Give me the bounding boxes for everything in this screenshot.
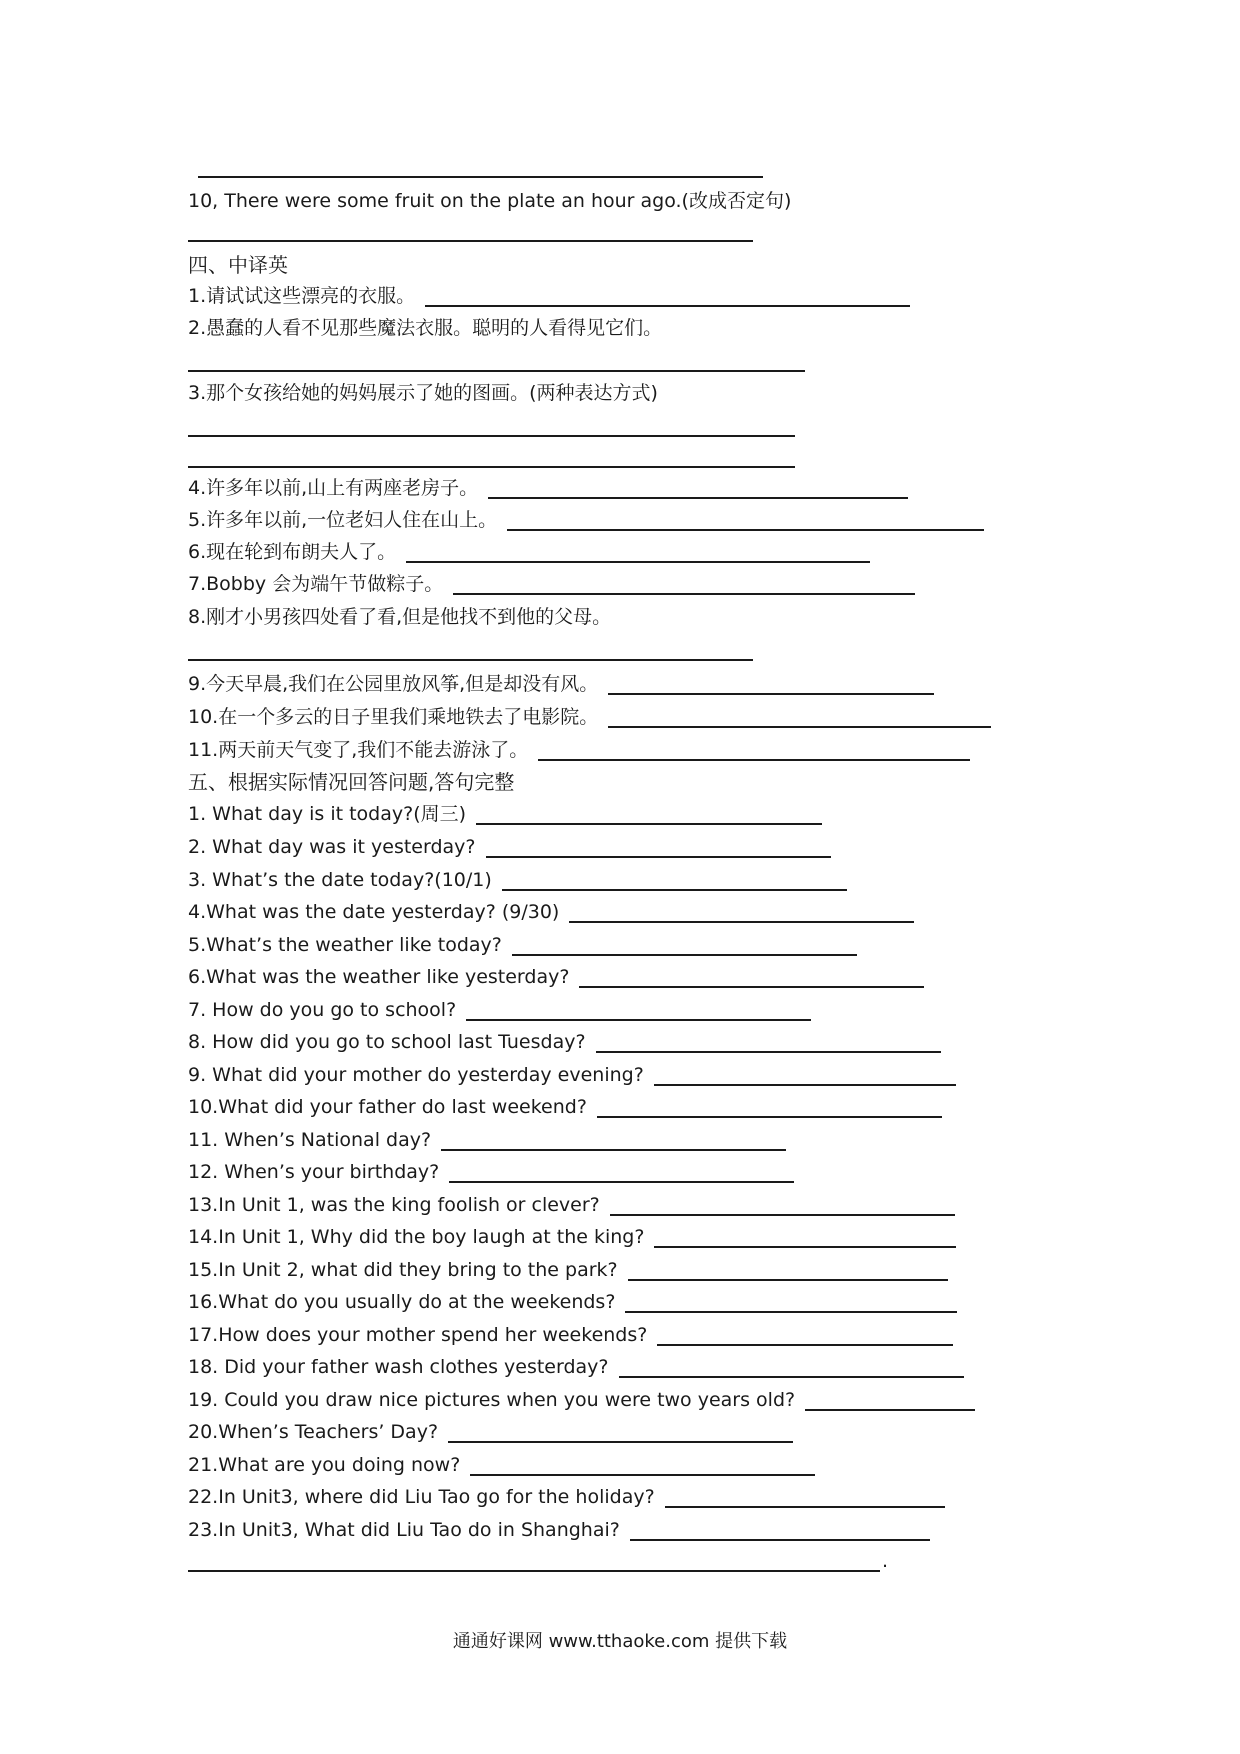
answer-line (188, 466, 795, 468)
answer-blank[interactable] (448, 1441, 793, 1443)
answer-blank[interactable] (466, 1019, 811, 1021)
answer-item-21: 21.What are you doing now? (188, 1450, 815, 1480)
translation-item-10: 10.在一个多云的日子里我们乘地铁去了电影院。 (188, 702, 991, 732)
answer-blank[interactable] (502, 889, 847, 891)
answer-blank[interactable] (665, 1506, 945, 1508)
answer-line (198, 176, 763, 178)
answer-item-19: 19. Could you draw nice pictures when you were two years old? (188, 1385, 975, 1415)
answer-blank[interactable] (596, 1051, 941, 1053)
answer-blank[interactable] (476, 823, 822, 825)
answer-blank[interactable] (805, 1409, 975, 1411)
section-4-title: 四、中译英 (188, 253, 288, 277)
translation-item-11: 11.两天前天气变了,我们不能去游泳了。 (188, 735, 970, 765)
answer-blank[interactable] (628, 1279, 948, 1281)
answer-item-10: 10.What did your father do last weekend? (188, 1092, 942, 1122)
answer-item-17: 17.How does your mother spend her weekends? (188, 1320, 953, 1350)
answer-blank[interactable] (654, 1246, 956, 1248)
answer-item-9: 9. What did your mother do yesterday evening? (188, 1060, 956, 1090)
answer-line (188, 435, 795, 437)
answer-blank[interactable] (486, 856, 831, 858)
answer-item-23: 23.In Unit3, What did Liu Tao do in Shanghai? (188, 1515, 930, 1545)
answer-blank[interactable] (406, 561, 870, 563)
answer-item-16: 16.What do you usually do at the weekends? (188, 1287, 957, 1317)
answer-item-5: 5.What’s the weather like today? (188, 930, 857, 960)
answer-blank[interactable] (619, 1376, 964, 1378)
answer-blank[interactable] (488, 497, 908, 499)
answer-blank[interactable] (630, 1539, 930, 1541)
translation-item-1: 1.请试试这些漂亮的衣服。 (188, 281, 910, 311)
answer-item-11: 11. When’s National day? (188, 1125, 786, 1155)
answer-blank[interactable] (538, 759, 970, 761)
answer-item-2: 2. What day was it yesterday? (188, 832, 831, 862)
answer-blank[interactable] (657, 1344, 953, 1346)
answer-line (188, 240, 753, 242)
answer-item-8: 8. How did you go to school last Tuesday? (188, 1027, 941, 1057)
answer-item-18: 18. Did your father wash clothes yesterday? (188, 1352, 964, 1382)
answer-blank[interactable] (569, 921, 914, 923)
answer-blank[interactable] (453, 593, 915, 595)
translation-item-6: 6.现在轮到布朗夫人了。 (188, 537, 870, 567)
answer-blank[interactable] (610, 1214, 955, 1216)
answer-line (188, 659, 753, 661)
answer-line (188, 370, 805, 372)
answer-item-14: 14.In Unit 1, Why did the boy laugh at the king? (188, 1222, 956, 1252)
translation-item-2: 2.愚蠢的人看不见那些魔法衣服。聪明的人看得见它们。 (188, 317, 663, 339)
translation-item-9: 9.今天早晨,我们在公园里放风筝,但是却没有风。 (188, 669, 934, 699)
answer-blank[interactable] (507, 529, 984, 531)
answer-blank[interactable] (608, 726, 991, 728)
footer-credit: 通通好课网 www.tthaoke.com 提供下载 (452, 1631, 788, 1652)
final-answer-line (188, 1546, 888, 1576)
question-text: 10, There were some fruit on the plate an hour ago.(改成否定句) (188, 190, 792, 212)
answer-blank[interactable] (608, 693, 934, 695)
answer-item-6: 6.What was the weather like yesterday? (188, 962, 924, 992)
answer-blank[interactable] (625, 1311, 957, 1313)
line-end-period: . (882, 1550, 889, 1572)
answer-item-13: 13.In Unit 1, was the king foolish or clever? (188, 1190, 955, 1220)
answer-blank[interactable] (425, 305, 910, 307)
answer-blank[interactable] (654, 1084, 956, 1086)
section-5-title: 五、根据实际情况回答问题,答句完整 (188, 770, 515, 794)
translation-item-7: 7.Bobby 会为端午节做粽子。 (188, 569, 915, 599)
answer-item-1: 1. What day is it today?(周三) (188, 799, 822, 829)
question-10-negative (188, 186, 791, 216)
answer-blank[interactable] (597, 1116, 942, 1118)
answer-blank[interactable] (449, 1181, 794, 1183)
translation-item-8: 8.刚才小男孩四处看了看,但是他找不到他的父母。 (188, 606, 612, 628)
translation-item-3: 3.那个女孩给她的妈妈展示了她的图画。(两种表达方式) (188, 382, 658, 404)
answer-item-15: 15.In Unit 2, what did they bring to the park? (188, 1255, 948, 1285)
answer-blank[interactable] (512, 954, 857, 956)
answer-blank[interactable] (188, 1570, 880, 1572)
answer-item-3: 3. What’s the date today?(10/1) (188, 865, 847, 895)
answer-blank[interactable] (470, 1474, 815, 1476)
answer-item-4: 4.What was the date yesterday? (9/30) (188, 897, 914, 927)
answer-blank[interactable] (441, 1149, 786, 1151)
answer-item-12: 12. When’s your birthday? (188, 1157, 794, 1187)
answer-item-7: 7. How do you go to school? (188, 995, 811, 1025)
translation-item-5: 5.许多年以前,一位老妇人住在山上。 (188, 505, 984, 535)
translation-item-4: 4.许多年以前,山上有两座老房子。 (188, 473, 908, 503)
answer-blank[interactable] (579, 986, 924, 988)
answer-item-20: 20.When’s Teachers’ Day? (188, 1417, 793, 1447)
answer-item-22: 22.In Unit3, where did Liu Tao go for the holiday? (188, 1482, 945, 1512)
